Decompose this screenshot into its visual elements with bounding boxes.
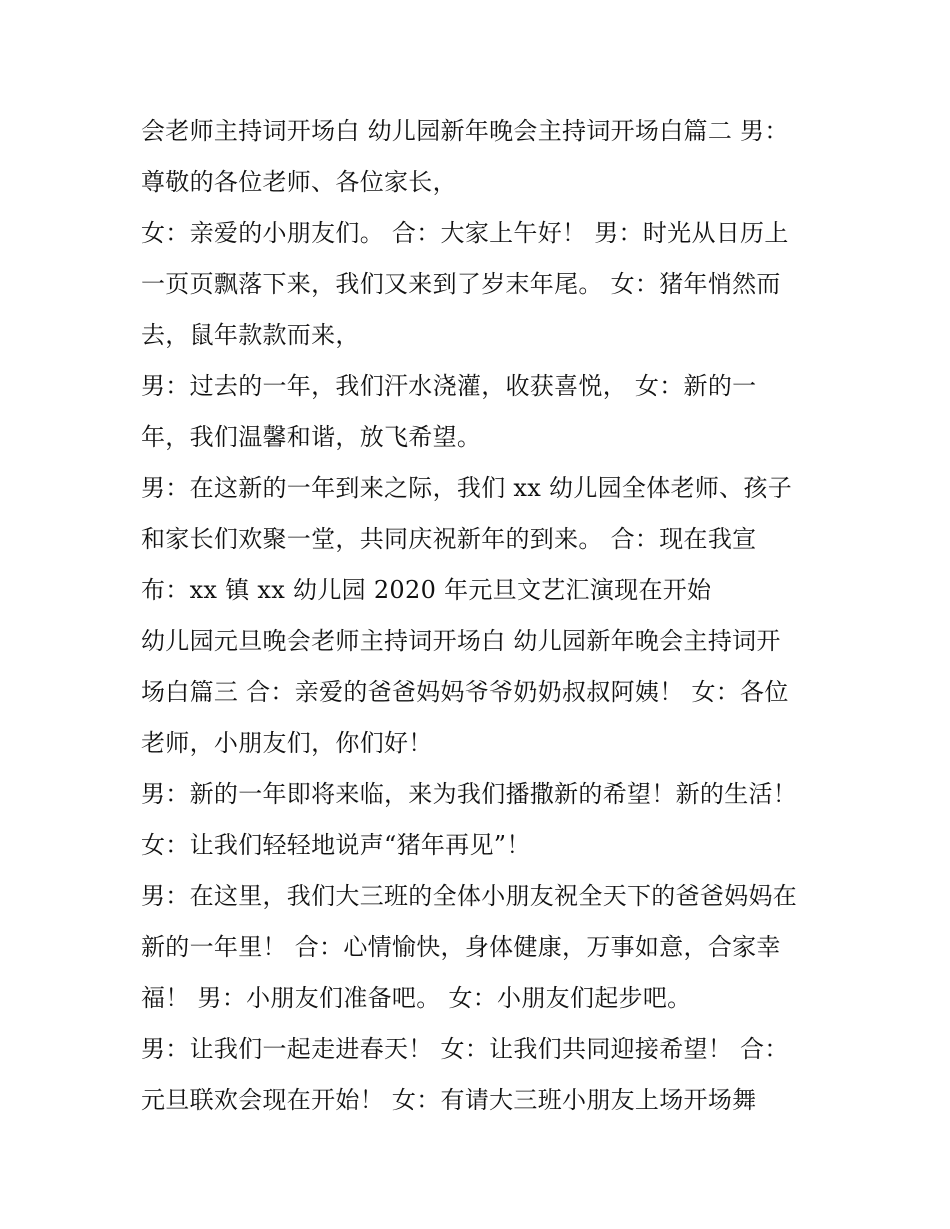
text-line: 女：让我们轻轻地说声“猪年再见”！ xyxy=(141,831,531,859)
body-text xyxy=(141,106,841,1126)
text-line: 一页页飘落下来，我们又来到了岁末年尾。 女：猪年悄然而 xyxy=(141,270,781,298)
text-line: 会老师主持词开场白 幼儿园新年晚会主持词开场白篇二 男： xyxy=(141,117,789,145)
text-line: 年，我们温馨和谐，放飞希望。 xyxy=(141,423,482,451)
text-line: 男：让我们一起走进春天！ 女：让我们共同迎接希望！ 合： xyxy=(141,1035,789,1063)
text-line: 男：新的一年即将来临，来为我们播撒新的希望！新的生活！ xyxy=(141,780,798,808)
text-line: 幼儿园元旦晚会老师主持词开场白 幼儿园新年晚会主持词开 xyxy=(141,627,781,655)
text-line: 布：xx 镇 xx 幼儿园 2020 年元旦文艺汇演现在开始 xyxy=(141,576,712,604)
text-line: 元旦联欢会现在开始！ 女：有请大三班小朋友上场开场舞 xyxy=(141,1086,757,1114)
text-line: 男：在这新的一年到来之际，我们 xx 幼儿园全体老师、孩子 xyxy=(141,474,793,502)
text-line: 去，鼠年款款而来， xyxy=(141,321,360,349)
text-line: 新的一年里！ 合：心情愉快，身体健康，万事如意，合家幸 xyxy=(141,933,781,961)
text-line: 男：过去的一年，我们汗水浇灌，收获喜悦， 女：新的一 xyxy=(141,372,757,400)
text-line: 场白篇三 合：亲爱的爸爸妈妈爷爷奶奶叔叔阿姨！ 女：各位 xyxy=(141,678,789,706)
text-line: 女：亲爱的小朋友们。 合：大家上午好！ 男：时光从日历上 xyxy=(141,219,789,247)
text-line: 男：在这里，我们大三班的全体小朋友祝全天下的爸爸妈妈在 xyxy=(141,882,798,910)
text-line: 老师，小朋友们，你们好！ xyxy=(141,729,433,757)
text-line: 和家长们欢聚一堂，共同庆祝新年的到来。 合：现在我宣 xyxy=(141,525,757,553)
text-line: 尊敬的各位老师、各位家长， xyxy=(141,168,457,196)
text-line: 福！ 男：小朋友们准备吧。 女：小朋友们起步吧。 xyxy=(141,984,692,1012)
